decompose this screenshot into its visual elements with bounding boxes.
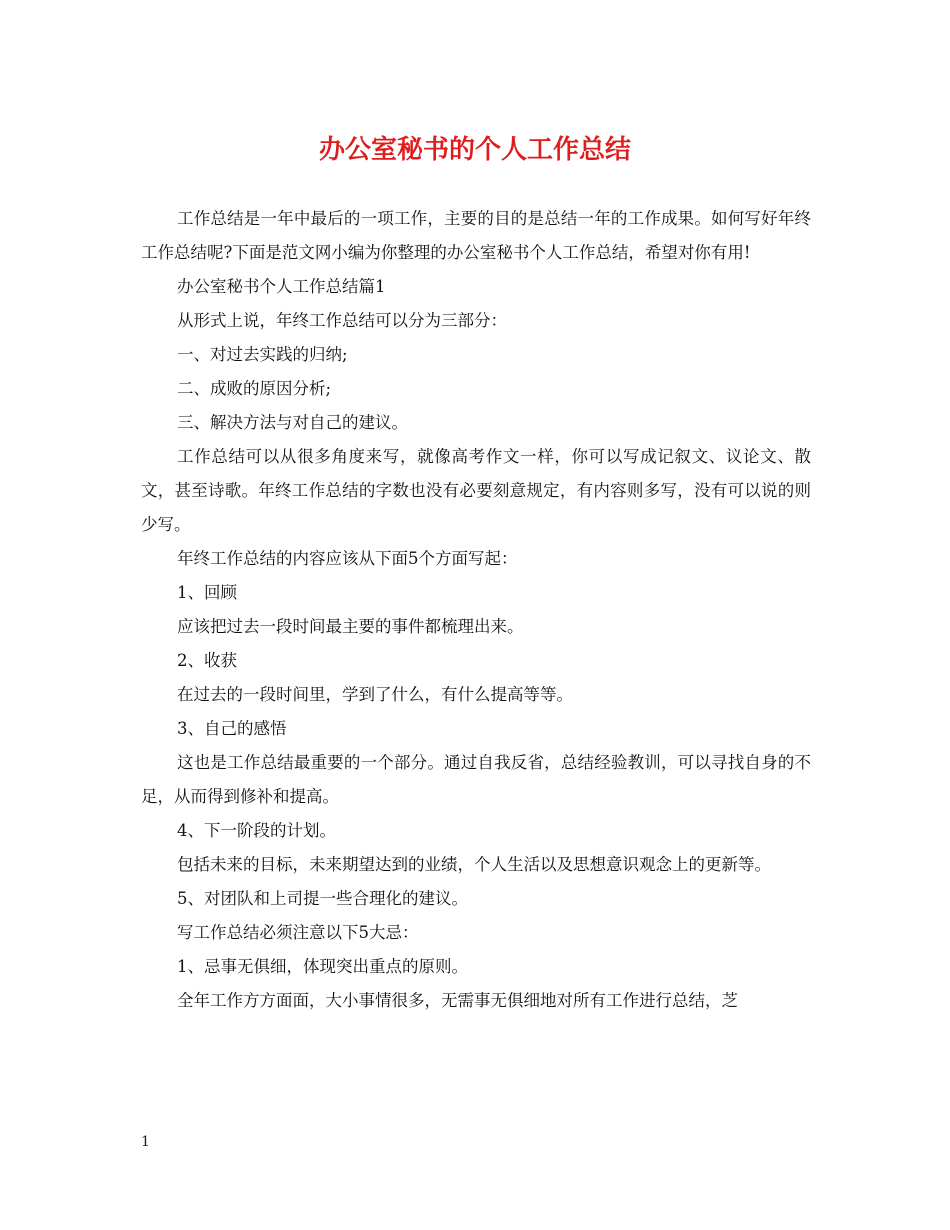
paragraph: 在过去的一段时间里，学到了什么，有什么提高等等。: [177, 685, 573, 704]
paragraph: 应该把过去一段时间最主要的事件都梳理出来。: [177, 617, 524, 636]
paragraph: 年终工作总结的内容应该从下面5个方面写起：: [177, 549, 518, 568]
list-item: 1、回顾: [177, 583, 237, 602]
list-item: 三、解决方法与对自己的建议。: [177, 413, 408, 432]
list-item: 5、对团队和上司提一些合理化的建议。: [177, 889, 468, 908]
document-body: [141, 202, 811, 1018]
paragraph: 工作总结是一年中最后的一项工作，主要的目的是总结一年的工作成果。如何写好年终工作总结呢?下面是范文网小编为你整理的办公室秘书个人工作总结，希望对你有用!: [141, 209, 811, 262]
list-item: 3、自己的感悟: [177, 719, 287, 738]
paragraph: 工作总结可以从很多角度来写，就像高考作文一样，你可以写成记叙文、议论文、散文，甚至诗歌。年终工作总结的字数也没有必要刻意规定，有内容则多写，没有可以说的则少写。: [141, 447, 811, 534]
list-item: 二、成败的原因分析;: [177, 379, 332, 398]
document-title: 办公室秘书的个人工作总结: [318, 135, 631, 165]
section-heading: 办公室秘书个人工作总结篇1: [177, 277, 386, 296]
list-item: 一、对过去实践的归纳;: [177, 345, 348, 364]
paragraph: 包括未来的目标，未来期望达到的业绩，个人生活以及思想意识观念上的更新等。: [177, 855, 771, 874]
list-item: 2、收获: [177, 651, 237, 670]
list-item: 4、下一阶段的计划。: [177, 821, 336, 840]
paragraph: 写工作总结必须注意以下5大忌：: [177, 923, 419, 942]
list-item: 1、忌事无俱细，体现突出重点的原则。: [177, 957, 468, 976]
paragraph: 这也是工作总结最重要的一个部分。通过自我反省，总结经验教训，可以寻找自身的不足，从而得到修补和提高。: [141, 753, 811, 806]
page-number: 1: [141, 1134, 150, 1150]
paragraph: 从形式上说，年终工作总结可以分为三部分：: [177, 311, 507, 330]
paragraph: 全年工作方方面面，大小事情很多，无需事无俱细地对所有工作进行总结，芝: [177, 991, 738, 1010]
